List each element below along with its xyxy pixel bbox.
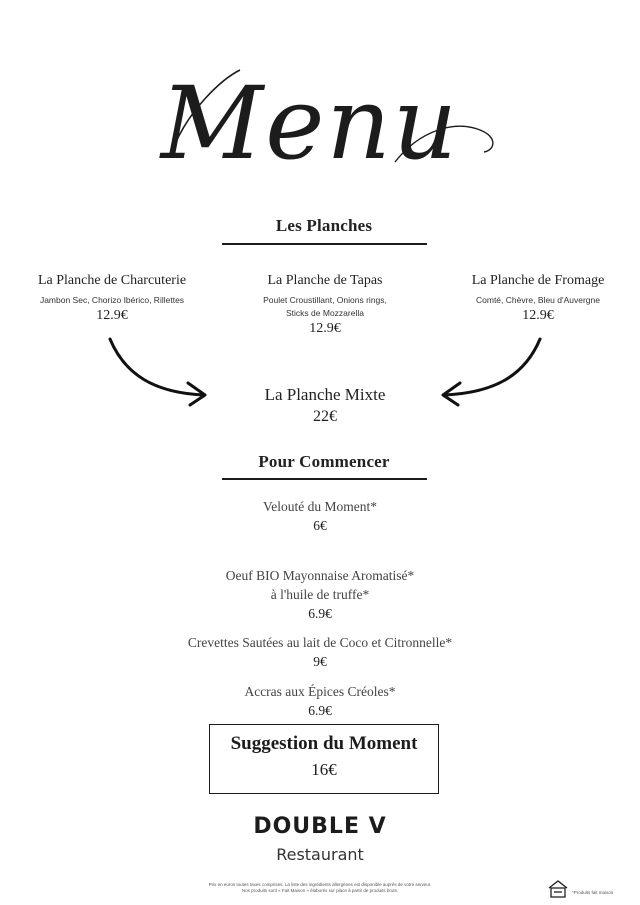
planche-desc-line1: Poulet Croustillant, Onions rings, bbox=[263, 295, 387, 305]
suggestion-title: Suggestion du Moment bbox=[230, 733, 418, 754]
menu-title-text: Menu bbox=[160, 65, 460, 182]
item-name-line1: Oeuf BIO Mayonnaise Aromatisé* bbox=[225, 568, 415, 583]
item-name: Crevettes Sautées au lait de Coco et Citronnelle* bbox=[187, 635, 453, 650]
section-title-starters: Pour Commencer bbox=[258, 452, 390, 471]
planche-price: 12.9€ bbox=[522, 308, 554, 323]
item-price: 9€ bbox=[313, 654, 327, 669]
planche-desc: Comté, Chèvre, Bleu d'Auvergne bbox=[476, 295, 600, 305]
menu-item bbox=[120, 682, 520, 719]
planche-mixte bbox=[220, 385, 430, 426]
item-price: 6€ bbox=[313, 518, 327, 533]
planche-desc: Jambon Sec, Chorizo Ibérico, Rillettes bbox=[39, 295, 185, 305]
planche-name: La Planche de Fromage bbox=[471, 273, 605, 288]
arrow-left-icon bbox=[100, 335, 220, 410]
suggestion-price: 16€ bbox=[311, 760, 337, 779]
planche-charcuterie bbox=[20, 273, 204, 324]
menu-script-title bbox=[0, 40, 640, 190]
planche-price: 12.9€ bbox=[309, 321, 341, 336]
footer-line: Prix en euros toutes taxes comprises. La liste des ingrédients allergènes est disponible auprès de votre serveur. bbox=[208, 882, 432, 887]
footer-legal bbox=[140, 882, 500, 894]
suggestion-box bbox=[209, 724, 439, 794]
planche-desc-line2: Sticks de Mozzarella bbox=[286, 308, 364, 318]
brand-subtitle: Restaurant bbox=[276, 845, 364, 864]
homemade-badge-text: *Produits fait maison bbox=[572, 890, 614, 895]
planche-price: 12.9€ bbox=[96, 308, 128, 323]
house-pan-icon bbox=[546, 879, 570, 899]
planche-tapas bbox=[230, 273, 420, 337]
item-price: 6.9€ bbox=[308, 703, 332, 718]
menu-item bbox=[120, 566, 520, 622]
section-divider bbox=[222, 243, 427, 245]
planche-fromage bbox=[444, 273, 632, 324]
section-divider bbox=[222, 478, 427, 480]
item-name: Velouté du Moment* bbox=[263, 499, 377, 514]
planche-mixte-price: 22€ bbox=[313, 408, 337, 425]
item-name-line2: à l'huile de truffe* bbox=[270, 587, 370, 602]
planche-mixte-name: La Planche Mixte bbox=[264, 385, 386, 404]
item-price: 6.9€ bbox=[308, 606, 332, 621]
menu-item bbox=[100, 633, 540, 670]
item-name: Accras aux Épices Créoles* bbox=[244, 684, 396, 699]
section-title-planches: Les Planches bbox=[275, 216, 373, 235]
planche-name: La Planche de Charcuterie bbox=[37, 273, 187, 288]
brand-name: DOUBLE V bbox=[253, 814, 387, 839]
menu-item bbox=[120, 497, 520, 534]
arrow-right-icon bbox=[430, 335, 550, 410]
planche-name: La Planche de Tapas bbox=[267, 273, 383, 288]
footer-line: Nos produits sont « Fait Maison » élaborés sur place à partir de produits bruts. bbox=[241, 888, 399, 893]
